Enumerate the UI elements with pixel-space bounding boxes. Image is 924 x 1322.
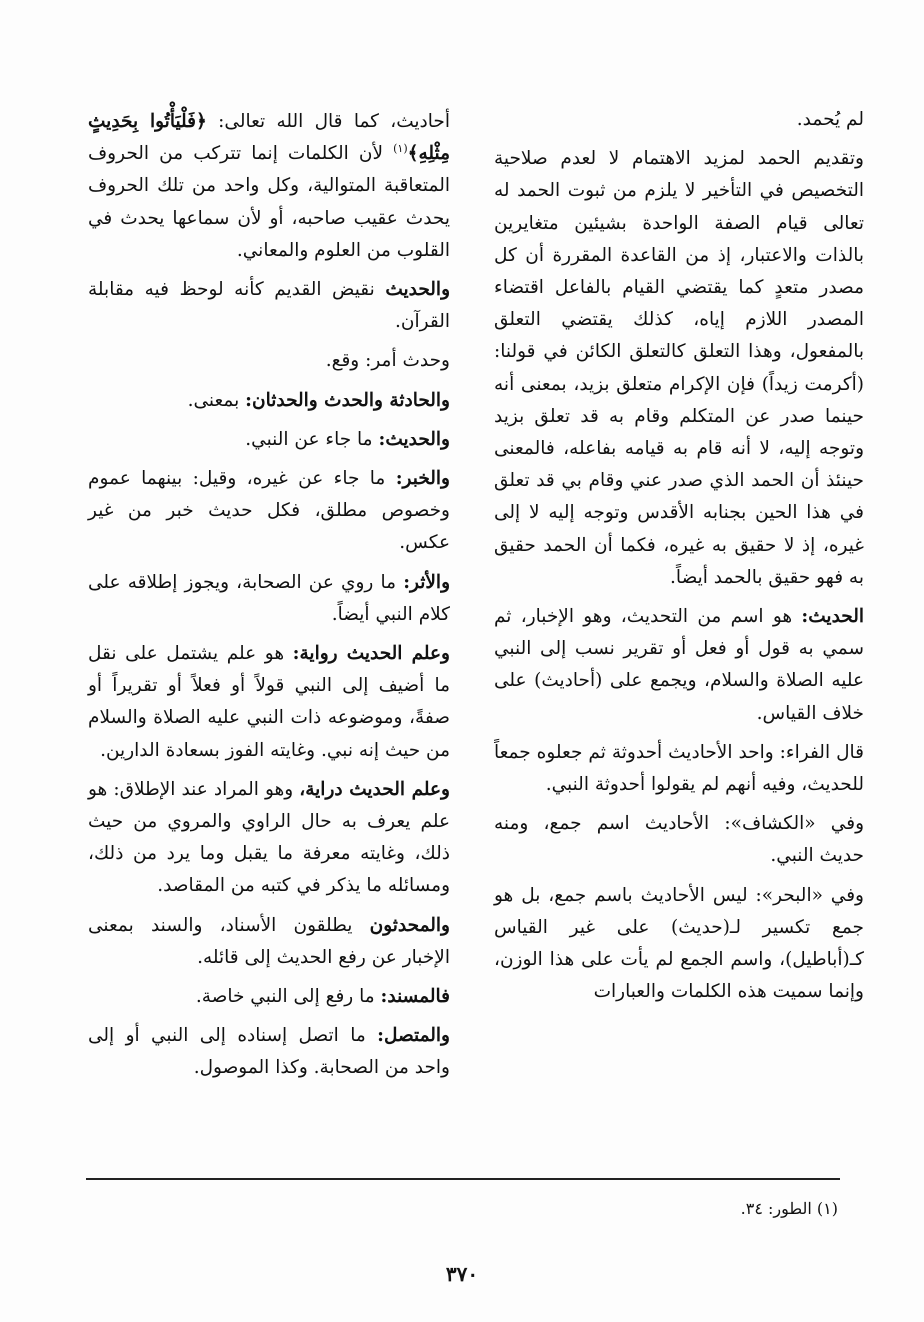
paragraph [88, 910, 450, 974]
paragraph-text: ما اتصل إسناده إلى النبي أو إلى واحد من الصحابة. وكذا الموصول. [88, 1025, 450, 1079]
paragraph-text: هو اسم من التحديث، وهو الإخبار، ثم سمي به قول أو فعل أو تقرير نسب إلى النبي عليه الصلاة والسلام، ويجمع على (أحاديث) على خلاف القياس. [494, 606, 864, 724]
paragraph [494, 880, 864, 1009]
paragraph [494, 808, 864, 872]
paragraph [88, 385, 450, 417]
footnote-reference: (١) [393, 142, 408, 156]
paragraph-text: ما جاء عن النبي. [245, 428, 373, 450]
term-heading: والأثر: [403, 571, 450, 593]
paragraph [88, 463, 450, 560]
term-heading: والمحدثون [369, 914, 450, 936]
term-heading: والمتصل: [377, 1025, 450, 1047]
paragraph-text: بمعنى. [187, 389, 240, 411]
page-number: ٣٧٠ [445, 1262, 479, 1286]
footnote-divider [86, 1178, 840, 1180]
paragraph-text: وحدث أمر: وقع. [325, 350, 450, 372]
paragraph [88, 1020, 450, 1084]
right-column [494, 104, 864, 1015]
paragraph [88, 981, 450, 1013]
paragraph-text: وفي «البحر»: ليس الأحاديث باسم جمع، بل هو جمع تكسير لـ(حديث) على غير القياس كـ(أباطيل)، واسم الجمع لم يأت على هذا الوزن، وإنما سميت هذه الكلمات والعبارات [494, 884, 864, 1003]
paragraph-text: وتقديم الحمد لمزيد الاهتمام لا لعدم صلاحية التخصيص في التأخير لا يلزم من ثبوت الحمد له تعالى قيام الصفة الواحدة بشيئين متغايرين بالذات والاعتبار، إذ من القاعدة المقررة أن كل مصدر متعدٍ كما يقتضي القيام بالفاعل اقتضاء المصدر اللازم إياه، كذلك يقتضي التعلق بالمفعول، وهذا التعلق كالتعلق الكائن في قولنا: (أكرمت زيداً) فإن الإكرام متعلق بزيد، بمعنى أنه حينما صدر عن المتكلم وقام به قد تعلق بزيد وتوجه إليه، لا أنه قام به قيامه بفاعله، فالمعنى حينئذ أن الحمد الذي صدر عني وقام بي قد تعلق في هذا الحين بجنابه الأقدس وتوجه إليه لا إلى غيره، إذ لا حقيق به غيره، فكما أن الحمد حقيق به فهو حقيق بالحمد أيضاً. [494, 148, 864, 588]
definition-hadith [494, 601, 864, 730]
paragraph [88, 424, 450, 456]
footnote: (١) الطور: ٣٤. [740, 1199, 838, 1218]
term-heading: والخبر: [395, 468, 450, 490]
term-heading: وعلم الحديث دراية، [299, 778, 450, 800]
paragraph-text: وهو المراد عند الإطلاق: هو علم يعرف به حال الراوي والمروي من حيث ذلك، وغايته معرفة ما يقبل وما يرد من ذلك، ومسائله ما يذكر في كتبه من المقاصد. [88, 778, 450, 897]
paragraph-text: لأن الكلمات إنما تتركب من الحروف المتعاقبة المتوالية، وكل واحد من تلك الحروف يحدث عقيب صاحبه، أو لأن سماعها يحدث في القلوب من العلوم والمعاني. [88, 143, 450, 261]
paragraph-text: ما رفع إلى النبي خاصة. [195, 986, 375, 1008]
paragraph-text: قال الفراء: واحد الأحاديث أحدوثة ثم جعلوه جمعاً للحديث، وفيه أنهم لم يقولوا أحدوثة النبي. [494, 741, 864, 796]
paragraph-text: نقيض القديم كأنه لوحظ فيه مقابلة القرآن. [88, 279, 450, 333]
paragraph [494, 104, 864, 136]
term-heading: الحديث: [801, 606, 864, 628]
paragraph-text: لم يُحمد. [796, 109, 864, 130]
paragraph-text: يطلقون الأسناد، والسند بمعنى الإخبار عن رفع الحديث إلى قائله. [88, 914, 450, 968]
paragraph-text: ما جاء عن غيره، وقيل: بينهما عموم وخصوص مطلق، فكل حديث خبر من غير عكس. [88, 468, 450, 554]
paragraph-text: وفي «الكشاف»: الأحاديث اسم جمع، ومنه حديث النبي. [494, 813, 864, 867]
paragraph [88, 638, 450, 767]
left-column [88, 106, 450, 1092]
term-heading: وعلم الحديث رواية: [292, 643, 450, 665]
paragraph [494, 143, 864, 594]
paragraph [88, 774, 450, 903]
paragraph [88, 345, 450, 377]
paragraph [494, 737, 864, 801]
term-heading: والحادثة والحدث والحدثان: [245, 389, 450, 411]
paragraph [88, 274, 450, 338]
term-heading: والحديث [385, 279, 451, 301]
paragraph [88, 567, 450, 631]
paragraph-text: أحاديث، كما قال الله تعالى: [218, 111, 450, 132]
paragraph-text: ما روي عن الصحابة، ويجوز إطلاقه على كلام النبي أيضاً. [88, 571, 450, 625]
term-heading: والحديث: [378, 428, 450, 450]
paragraph-text: هو علم يشتمل على نقل ما أضيف إلى النبي قولاً أو فعلاً أو تقريراً أو صفةً، وموضوعه ذات النبي عليه الصلاة والسلام من حيث إنه نبي. وغايته الفوز بسعادة الدارين. [88, 643, 450, 761]
quran-quote: ﴿فَلْيَأْتُوا بِحَدِيثٍ مِثْلِهِ﴾ [88, 111, 450, 165]
paragraph [88, 106, 450, 267]
term-heading: فالمسند: [380, 986, 450, 1008]
